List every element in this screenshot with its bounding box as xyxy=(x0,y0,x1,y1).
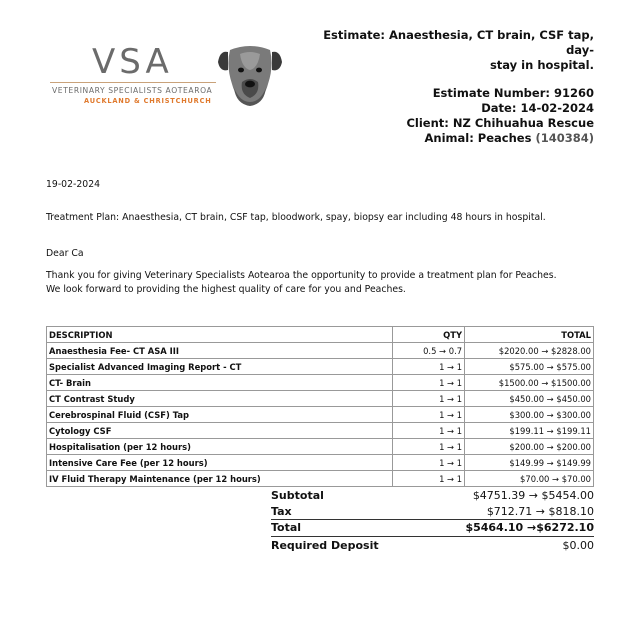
logo-subtitle: VETERINARY SPECIALISTS AOTEAROA xyxy=(52,86,213,95)
estimate-date: Date: 14-02-2024 xyxy=(481,101,594,115)
totals-block xyxy=(271,488,594,553)
row-description: Specialist Advanced Imaging Report - CT xyxy=(47,359,393,375)
row-qty: 1 → 1 xyxy=(393,439,465,455)
table-row xyxy=(47,391,594,407)
row-total: $575.00 → $575.00 xyxy=(465,359,594,375)
row-total: $70.00 → $70.00 xyxy=(465,471,594,487)
thanks-paragraph xyxy=(46,269,557,297)
estimate-title-line1: Estimate: Anaesthesia, CT brain, CSF tap, day- xyxy=(323,28,594,57)
col-qty: QTY xyxy=(393,327,465,343)
tax-value: $712.71 → $818.10 xyxy=(486,504,594,518)
row-total: $199.11 → $199.11 xyxy=(465,423,594,439)
letter-date: 19-02-2024 xyxy=(46,179,101,190)
col-total: TOTAL xyxy=(465,327,594,343)
table-header-row xyxy=(47,327,594,343)
animal-name: Animal: Peaches xyxy=(424,131,532,145)
row-qty: 1 → 1 xyxy=(393,407,465,423)
table-row xyxy=(47,471,594,487)
animal-line xyxy=(294,131,594,146)
logo-wordmark: VSA xyxy=(92,42,173,82)
salutation: Dear Ca xyxy=(46,248,84,259)
row-total: $1500.00 → $1500.00 xyxy=(465,375,594,391)
total-value: $5464.10 →$6272.10 xyxy=(465,521,594,534)
row-total: $450.00 → $450.00 xyxy=(465,391,594,407)
col-description: DESCRIPTION xyxy=(47,327,393,343)
row-total: $2020.00 → $2828.00 xyxy=(465,343,594,359)
subtotal-value: $4751.39 → $5454.00 xyxy=(472,489,594,502)
table-row xyxy=(47,455,594,471)
table-row xyxy=(47,343,594,359)
deposit-value: $0.00 xyxy=(562,538,594,552)
row-qty: 1 → 1 xyxy=(393,359,465,375)
table-row xyxy=(47,407,594,423)
dog-logo-icon xyxy=(214,44,286,108)
deposit-row xyxy=(271,538,594,554)
row-qty: 0.5 → 0.7 xyxy=(393,343,465,359)
row-description: Hospitalisation (per 12 hours) xyxy=(47,439,393,455)
tax-label: Tax xyxy=(271,504,292,518)
line-items-table xyxy=(46,326,594,487)
deposit-label: Required Deposit xyxy=(271,538,379,552)
row-qty: 1 → 1 xyxy=(393,423,465,439)
logo-locations: AUCKLAND & CHRISTCHURCH xyxy=(84,97,212,105)
estimate-number: Estimate Number: 91260 xyxy=(432,86,594,100)
table-row xyxy=(47,439,594,455)
row-qty: 1 → 1 xyxy=(393,391,465,407)
total-label: Total xyxy=(271,521,302,534)
subtotal-row xyxy=(271,488,594,504)
estimate-title-line2: stay in hospital. xyxy=(489,58,594,72)
row-total: $149.99 → $149.99 xyxy=(465,455,594,471)
row-total: $200.00 → $200.00 xyxy=(465,439,594,455)
thanks-line-2: We look forward to providing the highest quality of care for you and Peaches. xyxy=(46,284,406,295)
tax-row xyxy=(271,504,594,520)
row-description: CT- Brain xyxy=(47,375,393,391)
total-row xyxy=(271,519,594,537)
table-row xyxy=(47,423,594,439)
row-description: Intensive Care Fee (per 12 hours) xyxy=(47,455,393,471)
row-description: Anaesthesia Fee- CT ASA III xyxy=(47,343,393,359)
row-total: $300.00 → $300.00 xyxy=(465,407,594,423)
table-row xyxy=(47,359,594,375)
treatment-plan: Treatment Plan: Anaesthesia, CT brain, CSF tap, bloodwork, spay, biopsy ear including 48 hours in hospital. xyxy=(46,212,546,223)
thanks-line-1: Thank you for giving Veterinary Specialists Aotearoa the opportunity to provide a treatment plan for Peaches. xyxy=(46,270,557,281)
logo-divider xyxy=(50,82,216,83)
row-description: CT Contrast Study xyxy=(47,391,393,407)
subtotal-label: Subtotal xyxy=(271,489,324,502)
table-row xyxy=(47,375,594,391)
row-description: Cytology CSF xyxy=(47,423,393,439)
client-name: Client: NZ Chihuahua Rescue xyxy=(406,116,594,130)
row-qty: 1 → 1 xyxy=(393,375,465,391)
estimate-header xyxy=(294,28,594,146)
animal-id: (140384) xyxy=(535,131,594,145)
row-qty: 1 → 1 xyxy=(393,455,465,471)
row-description: IV Fluid Therapy Maintenance (per 12 hours) xyxy=(47,471,393,487)
row-qty: 1 → 1 xyxy=(393,471,465,487)
row-description: Cerebrospinal Fluid (CSF) Tap xyxy=(47,407,393,423)
